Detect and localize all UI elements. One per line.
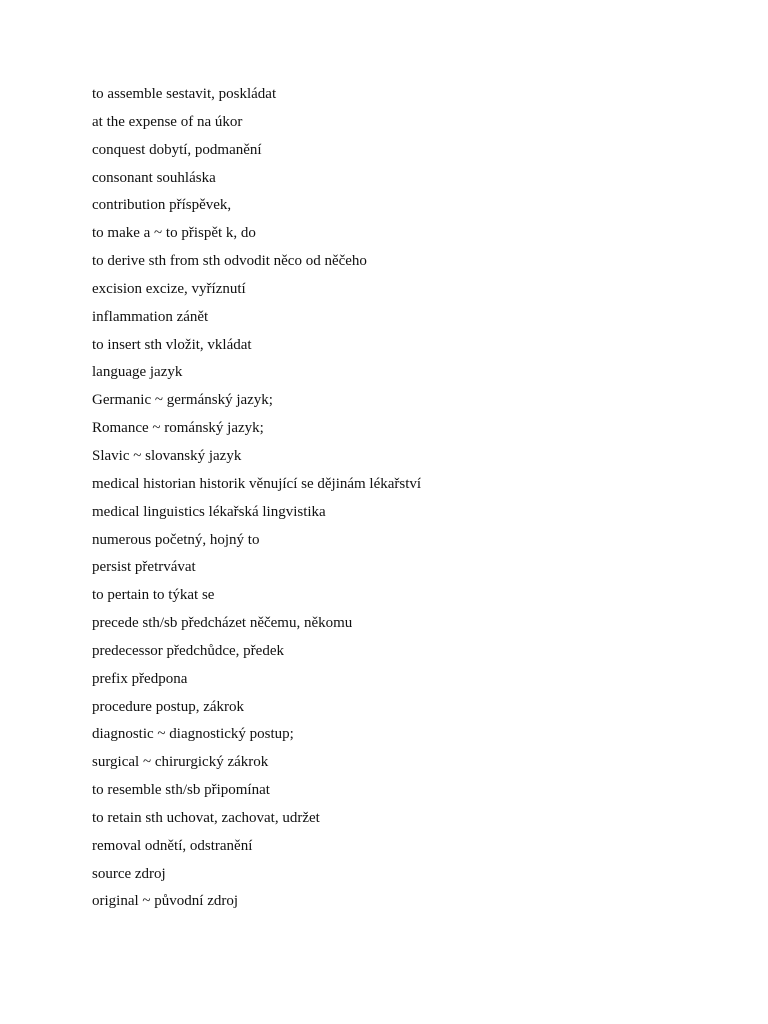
glossary-entry: Slavic ~ slovanský jazyk — [92, 447, 242, 464]
glossary-entry: inflammation zánět — [92, 308, 209, 325]
glossary-entry: language jazyk — [92, 364, 183, 381]
glossary-entry: to assemble sestavit, poskládat — [92, 86, 277, 102]
glossary-entry: surgical ~ chirurgický zákrok — [92, 754, 269, 771]
glossary-entry: conquest dobytí, podmanění — [92, 141, 262, 158]
glossary-entry: Germanic ~ germánský jazyk; — [92, 392, 273, 409]
glossary-entry: original ~ původní zdroj — [92, 893, 239, 910]
glossary-entry: contribution příspěvek, — [92, 197, 232, 214]
glossary-entry: removal odnětí, odstranění — [92, 837, 253, 854]
glossary-entry: predecessor předchůdce, předek — [92, 642, 284, 659]
glossary-list — [92, 84, 692, 919]
glossary-entry: medical historian historik věnující se dějinám lékařství — [92, 475, 422, 492]
glossary-entry: to derive sth from sth odvodit něco od něčeho — [92, 253, 367, 270]
glossary-entry: to insert sth vložit, vkládat — [92, 336, 252, 353]
glossary-entry: persist přetrvávat — [92, 559, 196, 576]
glossary-entry: at the expense of na úkor — [92, 113, 243, 130]
glossary-entry: source zdroj — [92, 865, 166, 882]
glossary-entry: to resemble sth/sb připomínat — [92, 782, 270, 799]
glossary-entry: diagnostic ~ diagnostický postup; — [92, 726, 294, 743]
glossary-entry: prefix předpona — [92, 670, 188, 687]
glossary-entry: medical linguistics lékařská lingvistika — [92, 503, 326, 520]
glossary-entry: consonant souhláska — [92, 169, 216, 186]
glossary-entry: precede sth/sb předcházet něčemu, někomu — [92, 615, 353, 632]
glossary-entry: to pertain to týkat se — [92, 587, 215, 604]
glossary-entry: procedure postup, zákrok — [92, 698, 245, 715]
glossary-entry: to make a ~ to přispět k, do — [92, 225, 256, 242]
glossary-entry: Romance ~ románský jazyk; — [92, 420, 264, 437]
glossary-entry: to retain sth uchovat, zachovat, udržet — [92, 809, 320, 826]
glossary-entry: excision excize, vyříznutí — [92, 280, 246, 297]
glossary-entry: numerous početný, hojný to — [92, 531, 260, 548]
